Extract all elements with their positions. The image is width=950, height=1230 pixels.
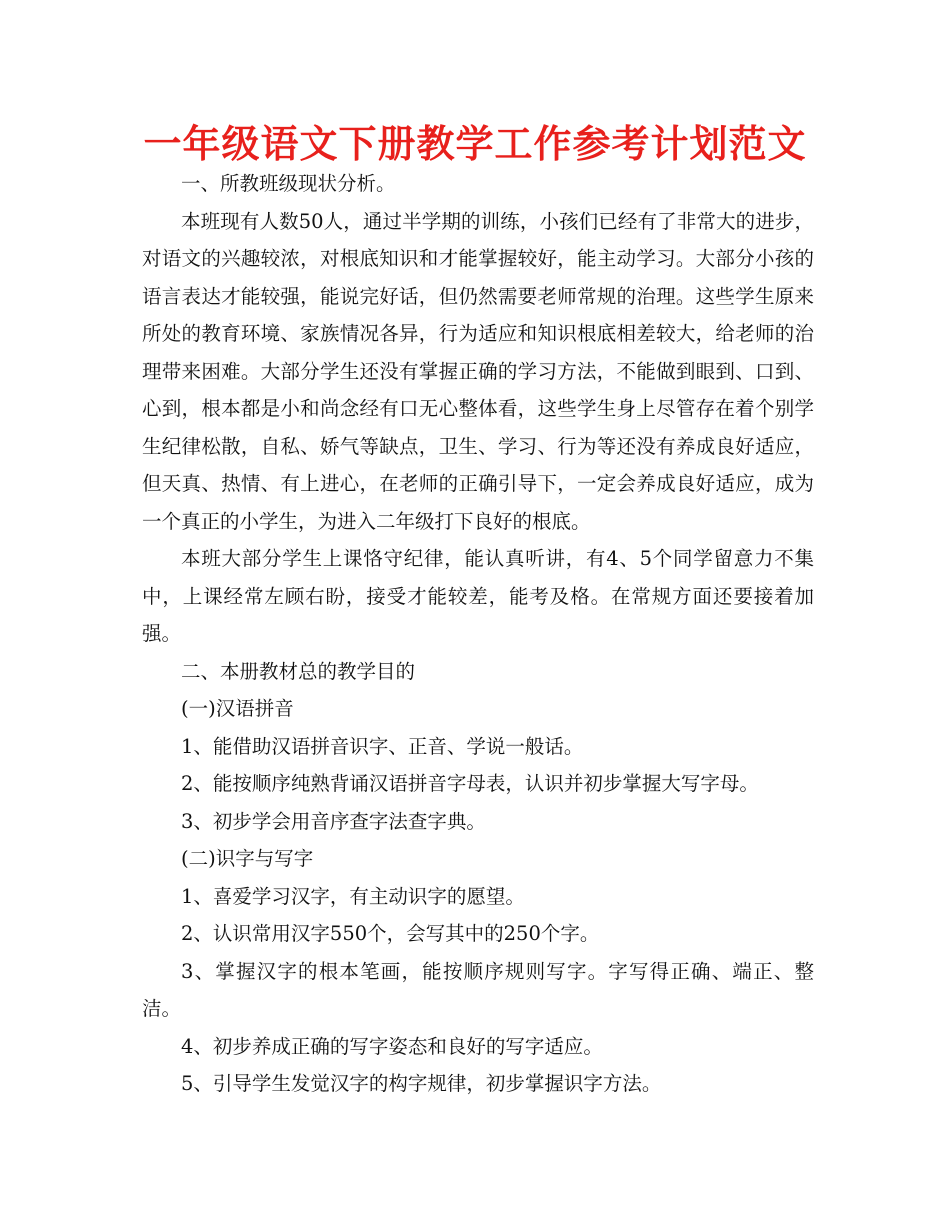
subsection-heading: (二)识字与写字 bbox=[181, 847, 314, 870]
section-heading: 一、所教班级现状分析。 bbox=[181, 172, 396, 195]
list-item: 4、初步养成正确的写字姿态和良好的写字适应。 bbox=[181, 1034, 603, 1058]
list-item: 5、引导学生发觉汉字的构字规律，初步掌握识字方法。 bbox=[181, 1072, 662, 1095]
body-paragraph: 本班大部分学生上课恪守纪律，能认真听讲，有4、5个同学留意力不集中，上课经常左顾右盼，接受才能较差，能考及格。在常规方面还要接着加强。 bbox=[142, 547, 814, 645]
list-item: 2、能按顺序纯熟背诵汉语拼音字母表，认识并初步掌握大写字母。 bbox=[181, 772, 759, 795]
list-item: 1、能借助汉语拼音识字、正音、学说一般话。 bbox=[181, 734, 584, 758]
list-item: 1、喜爱学习汉字，有主动识字的愿望。 bbox=[181, 884, 525, 908]
list-item: 2、认识常用汉字550个，会写其中的250个字。 bbox=[181, 922, 600, 945]
subsection-heading: (一)汉语拼音 bbox=[181, 697, 294, 720]
section-heading: 二、本册教材总的教学目的 bbox=[181, 659, 416, 683]
document-title: 一年级语文下册教学工作参考计划范文 bbox=[143, 122, 807, 166]
list-item: 3、掌握汉字的根本笔画，能按顺序规则写字。字写得正确、端正、整洁。 bbox=[142, 959, 814, 1020]
list-item: 3、初步学会用音序查字法查字典。 bbox=[181, 809, 486, 833]
body-paragraph: 本班现有人数50人，通过半学期的训练，小孩们已经有了非常大的进步，对语文的兴趣较浓，对根底知识和才能掌握较好，能主动学习。大部分小孩的语言表达才能较强，能说完好话，但仍然需要老师常规的治理。这些学生原来所处的教育环境、家族情况各异，行为适应和知识根底相差较大，给老师的治理带来困难。大部分学生还没有掌握正确的学习方法，不能做到眼到、口到、心到，根本都是小和尚念经有口无心整体看，这些学生身上尽管存在着个别学生纪律松散，自私、娇气等缺点，卫生、学习、行为等还没有养成良好适应，但天真、热情、有上进心，在老师的正确引导下，一定会养成良好适应，成为一个真正的小学生，为进入二年级打下良好的根底。 bbox=[142, 209, 814, 533]
document-body bbox=[142, 165, 814, 1103]
